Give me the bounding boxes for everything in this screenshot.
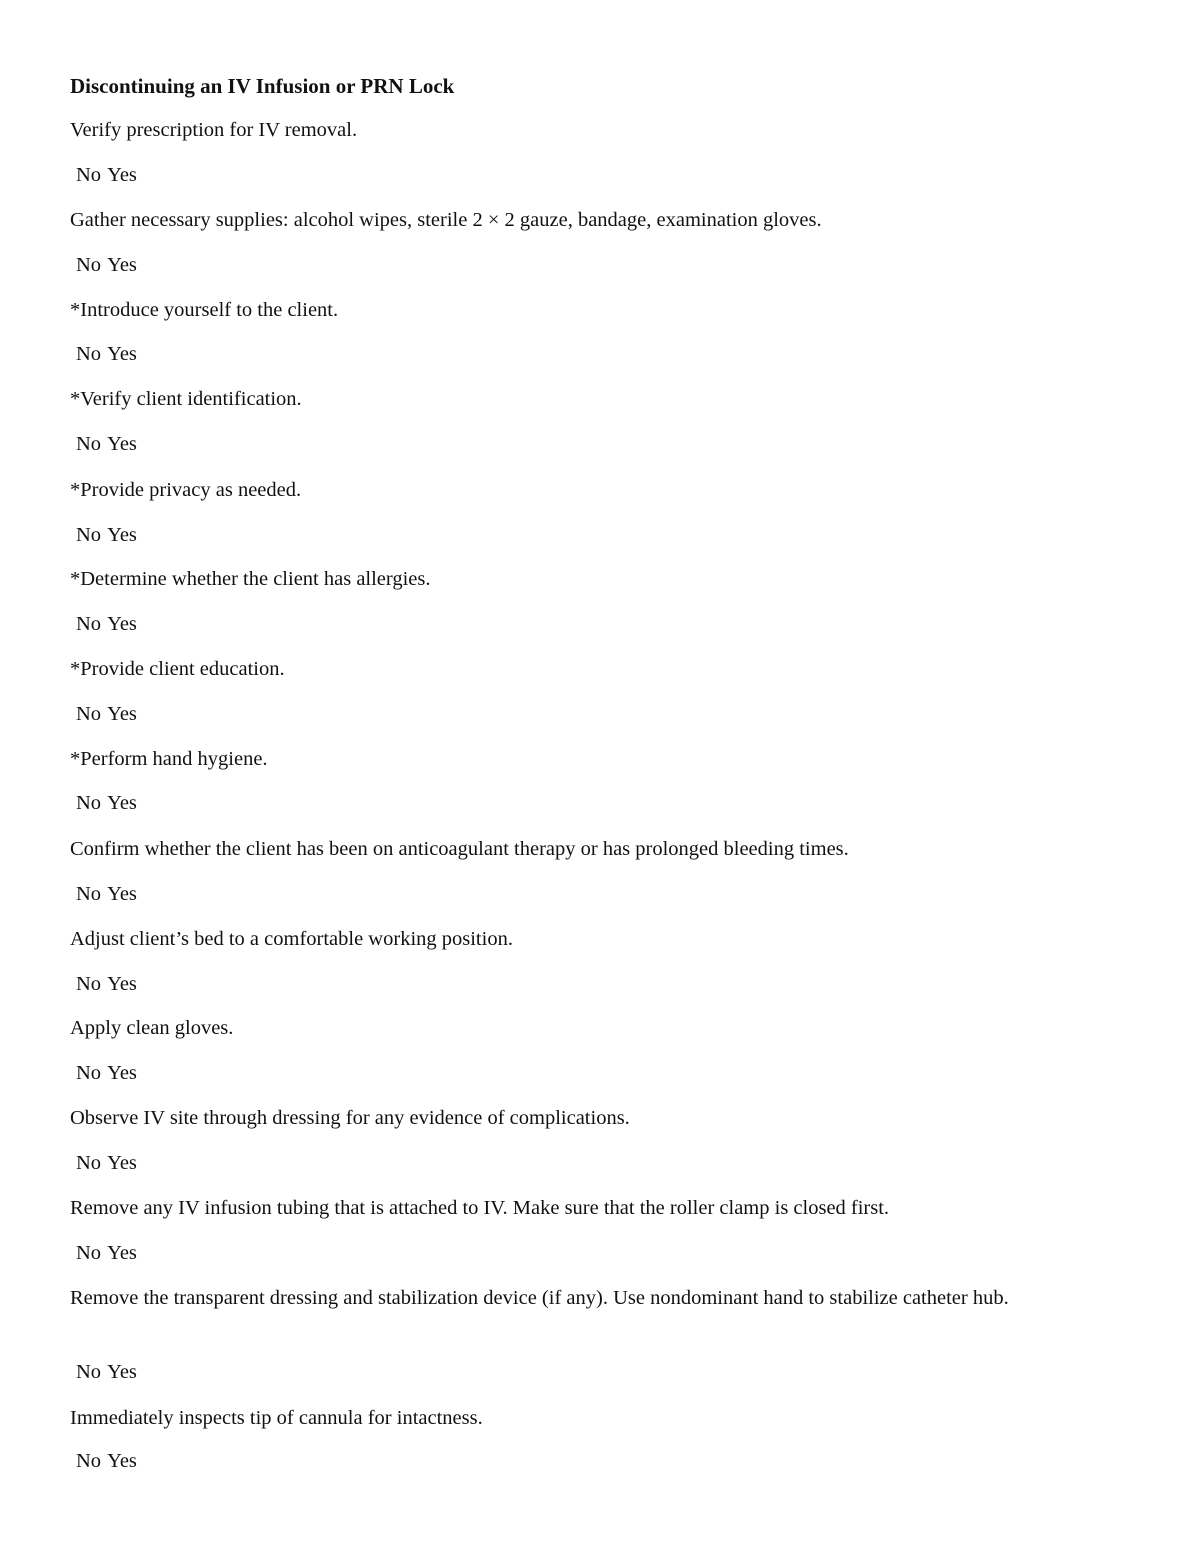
option-no[interactable]: No: [76, 164, 102, 186]
checklist-step: Apply clean gloves.: [70, 1017, 234, 1039]
option-no[interactable]: No: [76, 1242, 102, 1264]
step-options: [76, 1447, 137, 1475]
option-yes[interactable]: Yes: [107, 1152, 137, 1174]
option-yes[interactable]: Yes: [107, 1450, 137, 1472]
option-no[interactable]: No: [76, 973, 102, 995]
option-yes[interactable]: Yes: [107, 1361, 137, 1383]
checklist-step: *Provide privacy as needed.: [70, 479, 302, 501]
checklist-step: Remove any IV infusion tubing that is attached to IV. Make sure that the roller clamp is closed first.: [70, 1197, 890, 1219]
option-yes[interactable]: Yes: [107, 343, 137, 365]
step-options: [76, 970, 137, 998]
option-yes[interactable]: Yes: [107, 1062, 137, 1084]
option-no[interactable]: No: [76, 613, 102, 635]
step-options: [76, 610, 137, 638]
checklist-step: Immediately inspects tip of cannula for intactness.: [70, 1407, 483, 1429]
step-options: [76, 521, 137, 549]
option-yes[interactable]: Yes: [107, 524, 137, 546]
option-yes[interactable]: Yes: [107, 164, 137, 186]
option-no[interactable]: No: [76, 883, 102, 905]
option-yes[interactable]: Yes: [107, 613, 137, 635]
option-yes[interactable]: Yes: [107, 1242, 137, 1264]
checklist-step: *Provide client education.: [70, 658, 285, 680]
option-no[interactable]: No: [76, 792, 102, 814]
option-yes[interactable]: Yes: [107, 973, 137, 995]
step-options: [76, 161, 137, 189]
checklist-step: Observe IV site through dressing for any evidence of complications.: [70, 1107, 630, 1129]
step-options: [76, 1149, 137, 1177]
option-no[interactable]: No: [76, 524, 102, 546]
option-yes[interactable]: Yes: [107, 792, 137, 814]
step-options: [76, 789, 137, 817]
step-options: [76, 1358, 137, 1386]
checklist-step: *Introduce yourself to the client.: [70, 299, 339, 321]
document-title: Discontinuing an IV Infusion or PRN Lock: [70, 74, 455, 98]
option-yes[interactable]: Yes: [107, 883, 137, 905]
step-options: [76, 880, 137, 908]
option-no[interactable]: No: [76, 343, 102, 365]
option-no[interactable]: No: [76, 703, 102, 725]
checklist-step: *Perform hand hygiene.: [70, 748, 268, 770]
step-options: [76, 700, 137, 728]
checklist-step: *Determine whether the client has allergies.: [70, 568, 431, 590]
option-no[interactable]: No: [76, 1152, 102, 1174]
option-yes[interactable]: Yes: [107, 703, 137, 725]
step-options: [76, 430, 137, 458]
option-yes[interactable]: Yes: [107, 254, 137, 276]
step-options: [76, 251, 137, 279]
checklist-step: Remove the transparent dressing and stabilization device (if any). Use nondominant hand to stabilize catheter hub.: [70, 1287, 1009, 1309]
option-yes[interactable]: Yes: [107, 433, 137, 455]
step-options: [76, 340, 137, 368]
option-no[interactable]: No: [76, 433, 102, 455]
checklist-step: Adjust client’s bed to a comfortable working position.: [70, 928, 513, 950]
checklist-step: Confirm whether the client has been on anticoagulant therapy or has prolonged bleeding times.: [70, 838, 849, 860]
checklist-step: Gather necessary supplies: alcohol wipes, sterile 2 × 2 gauze, bandage, examination gloves.: [70, 209, 822, 231]
checklist-step: Verify prescription for IV removal.: [70, 119, 358, 141]
option-no[interactable]: No: [76, 1062, 102, 1084]
step-options: [76, 1239, 137, 1267]
step-options: [76, 1059, 137, 1087]
option-no[interactable]: No: [76, 1450, 102, 1472]
option-no[interactable]: No: [76, 1361, 102, 1383]
option-no[interactable]: No: [76, 254, 102, 276]
checklist-step: *Verify client identification.: [70, 388, 302, 410]
